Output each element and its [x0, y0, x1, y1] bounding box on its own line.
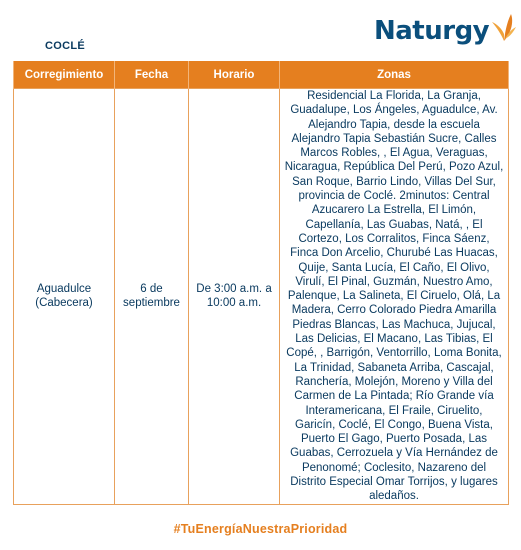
table-row — [14, 89, 509, 505]
brand-name: Naturgy — [374, 16, 490, 46]
cell-horario: De 3:00 a.m. a 10:00 a.m. — [189, 89, 280, 505]
header-fecha: Fecha — [115, 61, 189, 89]
header-zonas: Zonas — [280, 61, 509, 89]
header-horario: Horario — [189, 61, 280, 89]
butterfly-icon — [491, 12, 517, 42]
brand-logo — [374, 12, 517, 50]
header — [0, 0, 521, 60]
schedule-table — [13, 61, 509, 505]
table-header-row — [14, 61, 509, 89]
hashtag: #TuEnergíaNuestraPrioridad — [173, 522, 348, 536]
region-title: COCLÉ — [45, 40, 85, 52]
cell-fecha: 6 de septiembre — [115, 89, 189, 505]
cell-zonas: Residencial La Florida, La Granja, Guadalupe, Los Ángeles, Aguadulce, Av. Alejandro Tapia, desde la escuela Alejandro Tapia Sebastián Sucre, Calles Marcos Robles, , El Agua, Veraguas, Nicaragua, República Del Perú, Pozo Azul, San Roque, Barrio Lindo, Villas Del Sur, provincia de Coclé. 2minutos: Central Azucarero La Estrella, El Limón, Capellanía, Las Guabas, Natá, , El Cortezo, Los Corralitos, Finca Sáenz, Finca Don Arcelio, Churubé Las Huacas, Quije, Santa Lucía, El Caño, El Olivo, Virulí, El Pinal, Guzmán, Nuestro Amo, Palenque, La Salineta, El Ciruelo, Olá, La Madera, Cerro Colorado Piedra Amarilla Piedras Blancas, Las Machuca, Jujucal, Las Delicias, El Macano, Las Tibias, El Copé, , Barrigón, Ventorrillo, Loma Bonita, La Trinidad, Sabaneta Arriba, Cascajal, Ranchería, Molejón, Moreno y Villa del Carmen de La Pintada; Río Grande vía Interamericana, El Fraile, Ciruelito, Garicín, Coclé, El Congo, Buena Vista, Puerto El Gago, Puerto Posada, Las Guabas, Cerrozuela y Vía Hernández de Penonomé; Coclesito, Nazareno del Distrito Especial Omar Torrijos, y lugares aledaños. — [280, 89, 509, 505]
header-corregimiento: Corregimiento — [14, 61, 115, 89]
cell-corregimiento: Aguadulce (Cabecera) — [14, 89, 115, 505]
